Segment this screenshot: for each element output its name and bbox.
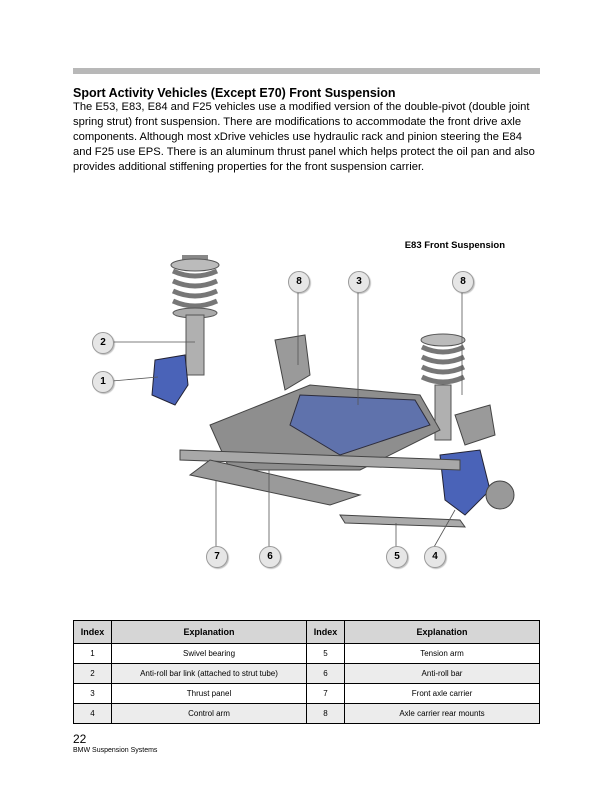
suspension-illustration — [60, 255, 552, 570]
callout-6: 6 — [259, 546, 281, 568]
callout-2: 2 — [92, 332, 114, 354]
table-cell: 7 — [307, 684, 345, 704]
table-header-explanation-1: Explanation — [112, 621, 307, 644]
table-cell: Front axle carrier — [345, 684, 540, 704]
table-cell: 1 — [74, 644, 112, 664]
table-row — [74, 684, 540, 704]
table-header-index-1: Index — [74, 621, 112, 644]
table-cell: Control arm — [112, 704, 307, 724]
table-cell: Swivel bearing — [112, 644, 307, 664]
table-cell: Anti-roll bar — [345, 664, 540, 684]
table-cell: Tension arm — [345, 644, 540, 664]
section-title: Sport Activity Vehicles (Except E70) Front Suspension — [73, 86, 396, 100]
callout-8-left: 8 — [288, 271, 310, 293]
callout-1: 1 — [92, 371, 114, 393]
callout-8-right: 8 — [452, 271, 474, 293]
index-table — [73, 620, 540, 724]
section-body: The E53, E83, E84 and F25 vehicles use a modified version of the double-pivot (double joint spring strut) front suspension. There are modifications to accommodate the front drive axle components. Although most xDrive vehicles use hydraulic rack and pinion steering the E84 and F25 use EPS. There is an aluminum thrust panel which helps protect the oil pan and also provides additional stiffening properties for the front suspension carrier. — [73, 101, 535, 173]
document-title: BMW Suspension Systems — [73, 747, 158, 754]
table-row — [74, 704, 540, 724]
table-cell: 8 — [307, 704, 345, 724]
suspension-figure — [60, 255, 552, 570]
callout-3: 3 — [348, 271, 370, 293]
table-cell: 4 — [74, 704, 112, 724]
table-row — [74, 664, 540, 684]
table-row — [74, 644, 540, 664]
table-header-index-2: Index — [307, 621, 345, 644]
table-cell: 3 — [74, 684, 112, 704]
callout-7: 7 — [206, 546, 228, 568]
table-header-explanation-2: Explanation — [345, 621, 540, 644]
table-cell: Anti-roll bar link (attached to strut tube) — [112, 664, 307, 684]
table-cell: 2 — [74, 664, 112, 684]
callout-4: 4 — [424, 546, 446, 568]
callout-5: 5 — [386, 546, 408, 568]
figure-caption: E83 Front Suspension — [404, 240, 505, 251]
table-cell: Thrust panel — [112, 684, 307, 704]
table-cell: 5 — [307, 644, 345, 664]
table-header-row — [74, 621, 540, 644]
table-cell: 6 — [307, 664, 345, 684]
page-number: 22 — [73, 732, 87, 746]
left-strut — [152, 255, 219, 405]
section-divider — [73, 68, 540, 74]
table-cell: Axle carrier rear mounts — [345, 704, 540, 724]
